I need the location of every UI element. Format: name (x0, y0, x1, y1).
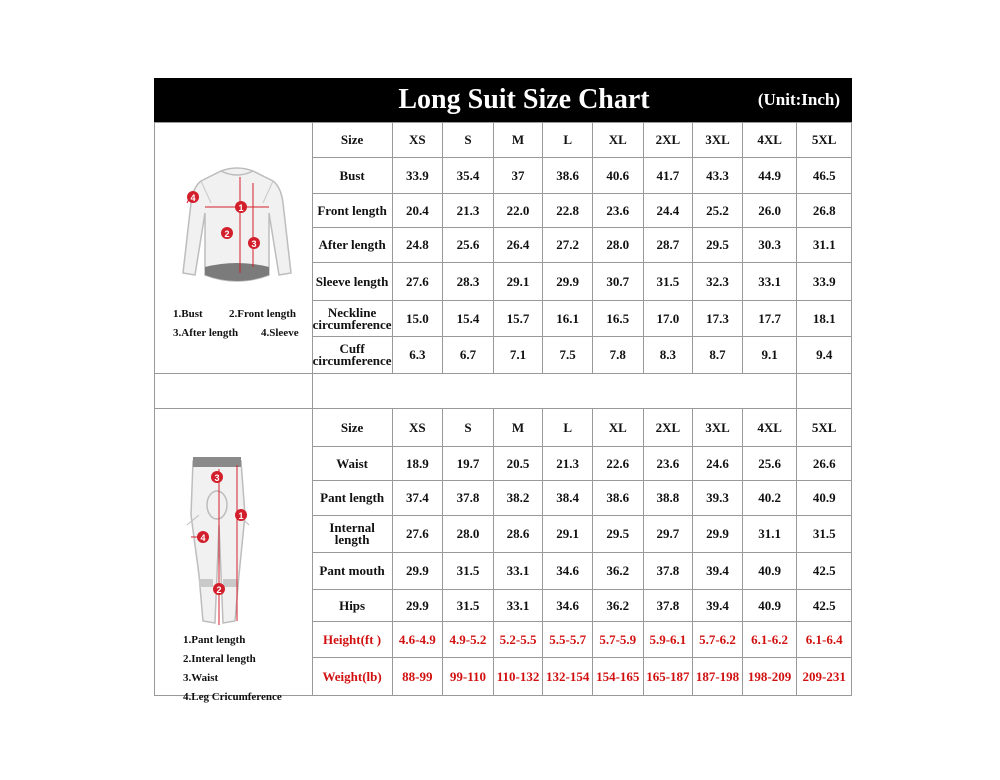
size-xl: XL (592, 409, 643, 447)
size-header: Size (312, 123, 392, 158)
cell: 22.6 (592, 447, 643, 481)
cell: 5.2-5.5 (493, 622, 543, 658)
cell: 6.1-6.2 (742, 622, 797, 658)
svg-text:2: 2 (216, 585, 222, 595)
cell: 29.9 (693, 516, 743, 553)
cell: 154-165 (592, 658, 643, 696)
legend-after-length: 3.After length (173, 327, 239, 339)
cell: 88-99 (392, 658, 443, 696)
cell: 36.2 (592, 590, 643, 622)
cell: 28.0 (443, 516, 494, 553)
row-label (312, 337, 392, 374)
cell: 21.3 (443, 194, 494, 228)
cell: 9.1 (742, 337, 797, 374)
cell: 26.0 (742, 194, 797, 228)
cell: 25.6 (742, 447, 797, 481)
cell: 5.5-5.7 (543, 622, 593, 658)
row-label-line: circumference (312, 316, 392, 332)
pants-cell (155, 409, 313, 703)
cell: 22.8 (543, 194, 593, 228)
size-xs: XS (392, 123, 443, 158)
cell: 18.9 (392, 447, 443, 481)
cell: 28.7 (643, 228, 693, 263)
legend-interal-length: 2.Interal length (183, 653, 256, 665)
cell: 33.1 (493, 553, 543, 590)
cell: 23.6 (643, 447, 693, 481)
cell: 16.5 (592, 301, 643, 337)
row-label-line: Cuff (339, 341, 365, 356)
cell: 28.3 (443, 263, 494, 301)
svg-text:3: 3 (214, 473, 220, 483)
unit-label: (Unit:Inch) (757, 90, 840, 109)
row-label: Waist (312, 447, 392, 481)
row-label-line: circumference (312, 353, 392, 368)
cell: 5.7-5.9 (592, 622, 643, 658)
row-label-line: Neckline (327, 304, 377, 320)
cell: 30.3 (742, 228, 797, 263)
cell: 25.6 (443, 228, 494, 263)
cell: 8.3 (643, 337, 693, 374)
cell: 40.9 (797, 481, 852, 516)
spacer-row (155, 374, 852, 409)
cell: 15.0 (392, 301, 443, 337)
legend-bust: 1.Bust (173, 308, 203, 320)
cell: 33.9 (797, 263, 852, 301)
cell: 23.6 (592, 194, 643, 228)
cell: 27.2 (543, 228, 593, 263)
cell: 46.5 (797, 158, 852, 194)
cell: 34.6 (543, 553, 593, 590)
row-label: Sleeve length (312, 263, 392, 301)
cell: 35.4 (443, 158, 494, 194)
row-label: Internal length (312, 516, 392, 553)
cell: 209-231 (797, 658, 852, 696)
size-chart (154, 78, 852, 704)
cell: 33.1 (493, 590, 543, 622)
cell: 32.3 (693, 263, 743, 301)
cell: 26.4 (493, 228, 543, 263)
cell: 40.9 (742, 553, 797, 590)
legend-leg-circumference: 4.Leg Cricumference (183, 691, 282, 703)
row-label: Hips (312, 590, 392, 622)
legend-waist: 3.Waist (183, 672, 219, 684)
cell: 27.6 (392, 263, 443, 301)
row-label: Pant mouth (312, 553, 392, 590)
cell: 41.7 (643, 158, 693, 194)
row-label: Bust (312, 158, 392, 194)
cell: 187-198 (693, 658, 743, 696)
size-4xl: 4XL (742, 123, 797, 158)
bottom-size-row (155, 409, 852, 447)
cell: 26.8 (797, 194, 852, 228)
cell: 24.6 (693, 447, 743, 481)
cell: 18.1 (797, 301, 852, 337)
cell: 4.9-5.2 (443, 622, 494, 658)
cell: 15.7 (493, 301, 543, 337)
size-table (154, 122, 852, 703)
cell: 7.5 (543, 337, 593, 374)
legend-pant-length: 1.Pant length (183, 634, 246, 646)
row-label: Pant length (312, 481, 392, 516)
cell: 31.1 (797, 228, 852, 263)
cell: 25.2 (693, 194, 743, 228)
svg-text:4: 4 (190, 193, 196, 203)
cell: 6.3 (392, 337, 443, 374)
cell: 27.6 (392, 516, 443, 553)
cell: 26.6 (797, 447, 852, 481)
cell: 33.1 (742, 263, 797, 301)
cell: 16.1 (543, 301, 593, 337)
cell: 29.1 (493, 263, 543, 301)
cell: 31.5 (443, 553, 494, 590)
size-l: L (543, 409, 593, 447)
size-s: S (443, 123, 494, 158)
size-5xl: 5XL (797, 123, 852, 158)
size-2xl: 2XL (643, 123, 693, 158)
cell: 39.4 (693, 553, 743, 590)
cell: 7.1 (493, 337, 543, 374)
cell: 6.1-6.4 (797, 622, 852, 658)
cell: 15.4 (443, 301, 494, 337)
cell: 7.8 (592, 337, 643, 374)
row-label: Weight(lb) (312, 658, 392, 696)
top-size-row (155, 123, 852, 158)
size-s: S (443, 409, 494, 447)
size-3xl: 3XL (693, 409, 743, 447)
pants-diagram-icon (179, 455, 259, 631)
cell: 37.4 (392, 481, 443, 516)
cell: 43.3 (693, 158, 743, 194)
pants-legend (183, 631, 315, 707)
cell: 5.9-6.1 (643, 622, 693, 658)
cell: 24.4 (643, 194, 693, 228)
row-label (312, 301, 392, 337)
cell: 165-187 (643, 658, 693, 696)
cell: 20.4 (392, 194, 443, 228)
cell: 37 (493, 158, 543, 194)
cell: 37.8 (643, 553, 693, 590)
cell: 17.7 (742, 301, 797, 337)
size-3xl: 3XL (693, 123, 743, 158)
row-label: Front length (312, 194, 392, 228)
cell: 31.1 (742, 516, 797, 553)
cell: 38.4 (543, 481, 593, 516)
spacer-cell (155, 374, 313, 409)
jersey-diagram-icon (181, 163, 293, 283)
cell: 17.0 (643, 301, 693, 337)
cell: 38.8 (643, 481, 693, 516)
cell: 31.5 (797, 516, 852, 553)
cell: 29.5 (592, 516, 643, 553)
cell: 132-154 (543, 658, 593, 696)
size-xs: XS (392, 409, 443, 447)
cell: 30.7 (592, 263, 643, 301)
size-l: L (543, 123, 593, 158)
cell: 24.8 (392, 228, 443, 263)
cell: 21.3 (543, 447, 593, 481)
cell: 37.8 (643, 590, 693, 622)
size-4xl: 4XL (742, 409, 797, 447)
jersey-legend (173, 305, 315, 343)
cell: 28.6 (493, 516, 543, 553)
cell: 42.5 (797, 553, 852, 590)
cell: 5.7-6.2 (693, 622, 743, 658)
cell: 20.5 (493, 447, 543, 481)
cell: 28.0 (592, 228, 643, 263)
cell: 198-209 (742, 658, 797, 696)
cell: 4.6-4.9 (392, 622, 443, 658)
cell: 33.9 (392, 158, 443, 194)
cell: 99-110 (443, 658, 494, 696)
cell: 29.5 (693, 228, 743, 263)
size-xl: XL (592, 123, 643, 158)
legend-sleeve: 4.Sleeve (261, 327, 299, 339)
cell: 22.0 (493, 194, 543, 228)
spacer-cell (797, 374, 852, 409)
cell: 38.2 (493, 481, 543, 516)
size-2xl: 2XL (643, 409, 693, 447)
cell: 110-132 (493, 658, 543, 696)
cell: 29.9 (392, 590, 443, 622)
svg-text:1: 1 (238, 203, 244, 213)
cell: 38.6 (543, 158, 593, 194)
cell: 37.8 (443, 481, 494, 516)
cell: 29.9 (543, 263, 593, 301)
svg-text:1: 1 (238, 511, 244, 521)
cell: 9.4 (797, 337, 852, 374)
cell: 40.9 (742, 590, 797, 622)
cell: 29.9 (392, 553, 443, 590)
svg-text:4: 4 (200, 533, 206, 543)
row-label: After length (312, 228, 392, 263)
chart-title: Long Suit Size Chart (398, 84, 650, 115)
cell: 40.2 (742, 481, 797, 516)
size-5xl: 5XL (797, 409, 852, 447)
svg-text:2: 2 (224, 229, 230, 239)
row-label: Height(ft ) (312, 622, 392, 658)
svg-text:3: 3 (251, 239, 257, 249)
cell: 31.5 (443, 590, 494, 622)
size-m: M (493, 409, 543, 447)
cell: 29.7 (643, 516, 693, 553)
cell: 34.6 (543, 590, 593, 622)
cell: 8.7 (693, 337, 743, 374)
cell: 19.7 (443, 447, 494, 481)
cell: 42.5 (797, 590, 852, 622)
cell: 39.3 (693, 481, 743, 516)
cell: 36.2 (592, 553, 643, 590)
title-banner (154, 78, 852, 122)
cell: 44.9 (742, 158, 797, 194)
cell: 39.4 (693, 590, 743, 622)
cell: 6.7 (443, 337, 494, 374)
cell: 40.6 (592, 158, 643, 194)
spacer-cell (312, 374, 797, 409)
cell: 31.5 (643, 263, 693, 301)
size-m: M (493, 123, 543, 158)
cell: 17.3 (693, 301, 743, 337)
cell: 29.1 (543, 516, 593, 553)
legend-front-length: 2.Front length (229, 308, 297, 320)
cell: 38.6 (592, 481, 643, 516)
jersey-cell (155, 123, 313, 374)
size-header: Size (312, 409, 392, 447)
